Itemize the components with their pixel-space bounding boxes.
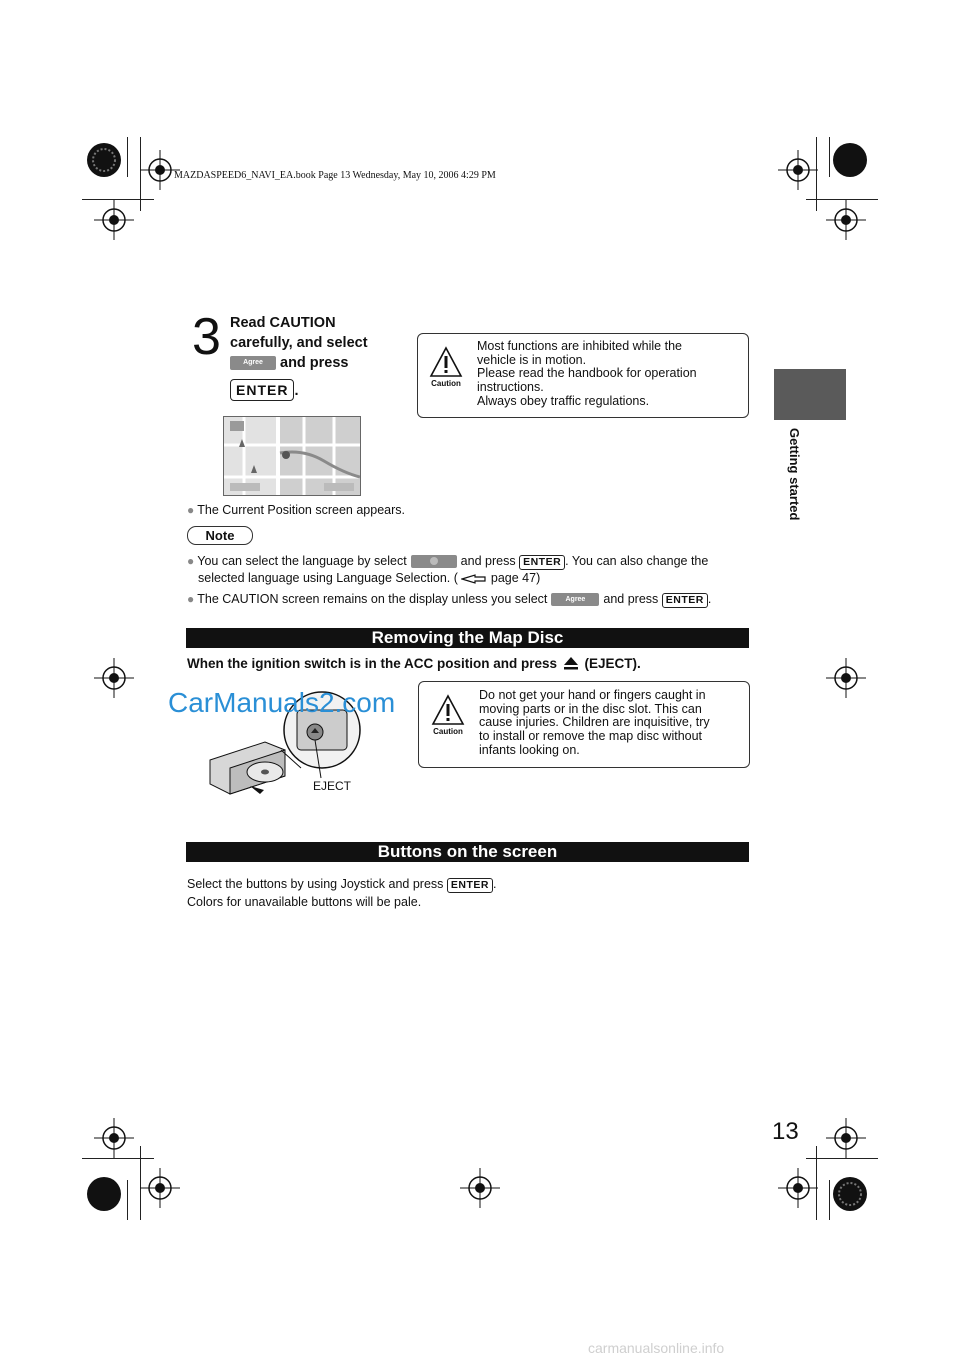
section-tab [774, 369, 846, 420]
agree-button: Agree [551, 593, 599, 606]
enter-key: ENTER [519, 555, 565, 570]
caution-text: Most functions are inhibited while the vehicle is in motion. Please read the handbook for operation instructions. Always obey traffic regulations. [477, 339, 697, 408]
eject-label: EJECT [313, 779, 352, 793]
result-bullet: ● The Current Position screen appears. [187, 503, 405, 517]
note-bullet-caution-screen: ● The CAUTION screen remains on the display unless you select Agree and press ENTER . [187, 592, 712, 606]
trim-mark [829, 137, 830, 177]
watermark-text: CarManuals2.com [168, 687, 396, 718]
section-heading-removing-map-disc: Removing the Map Disc [186, 628, 749, 648]
corner-disc-mark [832, 142, 868, 178]
registration-mark [140, 1168, 180, 1208]
caution-icon: Caution [428, 345, 464, 389]
step-number: 3 [192, 308, 221, 366]
eject-icon [563, 656, 579, 670]
trim-mark [127, 137, 128, 177]
registration-mark [94, 1118, 134, 1158]
registration-mark [826, 1118, 866, 1158]
enter-key: ENTER [230, 379, 294, 401]
registration-mark [94, 200, 134, 240]
page-number: 13 [772, 1118, 799, 1145]
agree-button: Agree [230, 356, 276, 370]
trim-mark [127, 1180, 128, 1220]
pale-buttons-note: Colors for unavailable buttons will be pale. [187, 895, 422, 909]
caution-text: Do not get your hand or fingers caught in moving parts or in the disc slot. This can cause injuries. Children are inquisitive, try to install or remove the map disc without infants looking on. [479, 688, 710, 757]
corner-disc-mark [86, 1176, 122, 1212]
note-label: Note [187, 526, 253, 545]
trim-mark [82, 1158, 154, 1159]
registration-mark [460, 1168, 500, 1208]
trim-mark [829, 1180, 830, 1220]
step-instruction: Read CAUTION carefully, and select Agree and press ENTER . [230, 315, 368, 399]
corner-disc-mark [832, 1176, 868, 1212]
enter-key: ENTER [447, 878, 493, 893]
note-bullet-language: ● You can select the language by select and press ENTER . You can also change the selected language using Language Selection. ( page 47) [187, 554, 709, 585]
section-label: Getting started [787, 428, 802, 521]
enter-key: ENTER [662, 593, 708, 608]
buttons-instruction: Select the buttons by using Joystick and press ENTER . [187, 877, 497, 891]
registration-mark [94, 658, 134, 698]
section-heading-buttons-on-screen: Buttons on the screen [186, 842, 749, 862]
registration-mark [778, 150, 818, 190]
book-header: MAZDASPEED6_NAVI_EA.book Page 13 Wednesday, May 10, 2006 4:29 PM [174, 170, 496, 181]
caution-icon: Caution [430, 693, 466, 737]
hand-pointer-icon [461, 573, 487, 585]
footer-watermark: carmanualsonline.info [588, 1340, 725, 1356]
registration-mark [826, 658, 866, 698]
trim-mark [806, 1158, 878, 1159]
language-button [411, 555, 457, 568]
corner-disc-mark [86, 142, 122, 178]
ignition-instruction: When the ignition switch is in the ACC position and press (EJECT). [187, 656, 641, 671]
registration-mark [778, 1168, 818, 1208]
current-position-map-screenshot [223, 416, 361, 496]
registration-mark [826, 200, 866, 240]
